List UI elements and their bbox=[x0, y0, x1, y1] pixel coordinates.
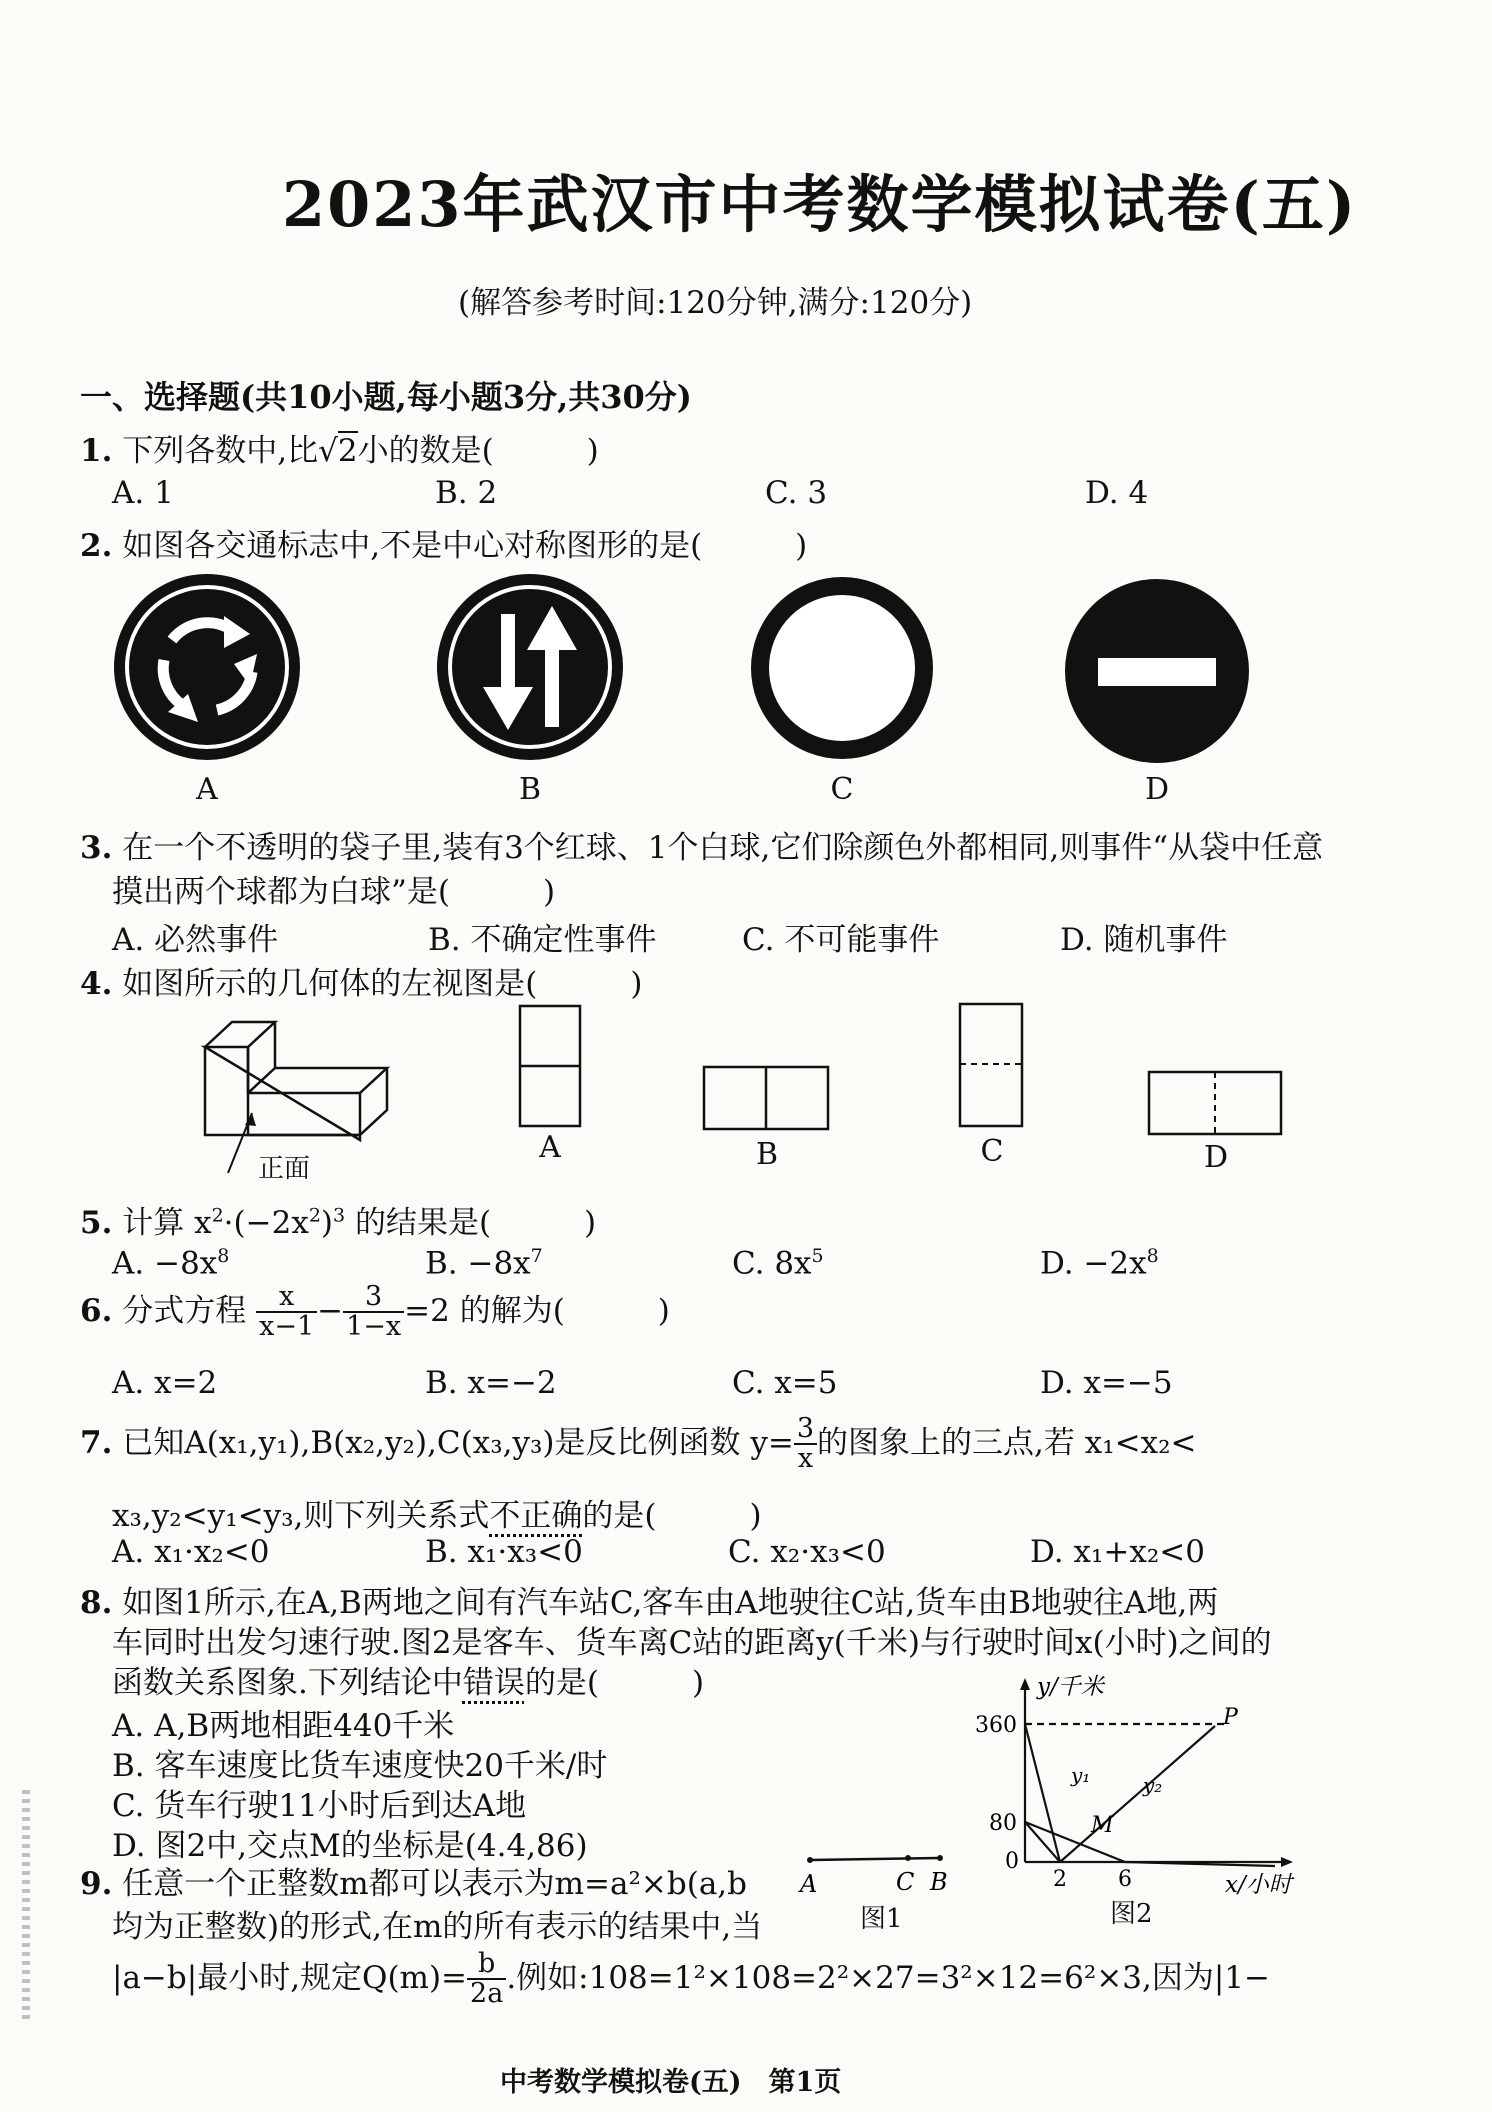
sign-label-a: A bbox=[196, 772, 218, 807]
option-d[interactable] bbox=[1040, 1245, 1159, 1281]
fraction bbox=[343, 1283, 404, 1342]
view-label-a: A bbox=[539, 1130, 561, 1165]
question-number: 1. bbox=[80, 433, 113, 469]
exponent: 8 bbox=[1146, 1245, 1159, 1267]
option-a[interactable]: A. 1 bbox=[112, 475, 174, 511]
option-c[interactable]: C. 不可能事件 bbox=[742, 922, 940, 958]
point-b-label: B bbox=[930, 1868, 948, 1896]
exponent: 7 bbox=[530, 1245, 543, 1267]
question-text: 分式方程 bbox=[122, 1292, 247, 1329]
question-number: 2. bbox=[80, 528, 113, 564]
scan-edge-mark bbox=[22, 1790, 30, 2020]
option-text: A. −8x bbox=[112, 1245, 218, 1282]
question-text: =2 的解为( ) bbox=[404, 1292, 670, 1329]
question-number: 6. bbox=[80, 1292, 113, 1329]
question-text: 小的数是( ) bbox=[357, 433, 599, 469]
option-a[interactable]: A. A,B两地相距440千米 bbox=[112, 1708, 455, 1744]
question-4 bbox=[80, 958, 642, 1003]
option-a[interactable] bbox=[112, 1245, 229, 1281]
line-y2-label: y₂ bbox=[1143, 1773, 1163, 1797]
exponent: 5 bbox=[811, 1245, 824, 1267]
question-text: 的是( ) bbox=[524, 1665, 705, 1701]
two-way-traffic-sign-icon[interactable] bbox=[435, 572, 625, 762]
exponent: 2 bbox=[308, 1204, 321, 1227]
page-footer: 中考数学模拟卷(五) 第1页 bbox=[500, 2067, 842, 2098]
question-number: 3. bbox=[80, 830, 113, 866]
option-d[interactable]: D. 随机事件 bbox=[1060, 922, 1228, 958]
option-a[interactable]: A. x=2 bbox=[112, 1365, 218, 1401]
view-option-c[interactable] bbox=[958, 1002, 1026, 1130]
exponent: 8 bbox=[217, 1245, 230, 1267]
question-text: 如图1所示,在A,B两地之间有汽车站C,客车由A地驶往C站,货车由B地驶往A地,两 bbox=[122, 1585, 1219, 1621]
question-text: 已知A(x₁,y₁),B(x₂,y₂),C(x₃,y₃)是反比例函数 y= bbox=[122, 1424, 794, 1461]
option-c[interactable]: C. x₂·x₃<0 bbox=[728, 1534, 886, 1570]
question-5 bbox=[80, 1197, 596, 1242]
numerator: 3 bbox=[343, 1283, 404, 1313]
denominator: 2a bbox=[470, 1978, 504, 2010]
option-c[interactable]: C. x=5 bbox=[732, 1365, 838, 1401]
question-number: 7. bbox=[80, 1424, 113, 1461]
x-tick-2: 2 bbox=[1053, 1867, 1067, 1892]
point-a-label: A bbox=[800, 1870, 818, 1898]
numerator: b bbox=[467, 1950, 506, 1980]
view-option-a[interactable] bbox=[518, 1004, 584, 1130]
figure-2-caption: 图2 bbox=[1110, 1899, 1153, 1929]
x-axis-label: x/小时 bbox=[1225, 1872, 1292, 1898]
denominator: x bbox=[797, 1443, 814, 1475]
question-text: .例如:108=1²×108=2²×27=3²×12=6²×3,因为|1− bbox=[506, 1959, 1270, 1996]
y-axis-label: y/千米 bbox=[1037, 1674, 1104, 1700]
option-b[interactable]: B. x=−2 bbox=[425, 1365, 557, 1401]
fraction bbox=[256, 1283, 317, 1342]
question-text: 如图各交通标志中,不是中心对称图形的是( ) bbox=[122, 528, 808, 564]
point-p-label: P bbox=[1223, 1705, 1238, 1730]
question-2 bbox=[80, 520, 807, 565]
question-text: x₃,y₂<y₁<y₃,则下列关系式 bbox=[112, 1498, 490, 1534]
option-text: B. −8x bbox=[425, 1245, 531, 1282]
view-label-b: B bbox=[755, 1137, 779, 1172]
emphasis-text: 错误 bbox=[462, 1665, 525, 1701]
sign-label-c: C bbox=[830, 772, 854, 807]
question-9 bbox=[80, 1858, 747, 1903]
question-text: 在一个不透明的袋子里,装有3个红球、1个白球,它们除颜色外都相同,则事件“从袋中任意 bbox=[122, 830, 1324, 866]
option-d[interactable]: D. 图2中,交点M的坐标是(4.4,86) bbox=[112, 1828, 588, 1864]
question-8-line3 bbox=[112, 1657, 704, 1702]
emphasis-text: 不正确 bbox=[489, 1498, 583, 1534]
view-option-b[interactable] bbox=[702, 1065, 832, 1133]
question-text: ·(−2x bbox=[223, 1205, 309, 1241]
option-text: C. 8x bbox=[732, 1245, 812, 1282]
view-label-c: C bbox=[980, 1134, 1004, 1169]
question-number: 5. bbox=[80, 1205, 113, 1241]
option-c[interactable]: C. 货车行驶11小时后到达A地 bbox=[112, 1788, 527, 1824]
question-3 bbox=[80, 822, 1323, 867]
figure-2-distance-time-graph bbox=[975, 1672, 1305, 1902]
question-text: 的是( ) bbox=[582, 1498, 762, 1534]
numerator: 3 bbox=[794, 1415, 817, 1445]
figure-1-caption: 图1 bbox=[860, 1904, 903, 1934]
point-c-label: C bbox=[896, 1868, 915, 1896]
question-3-line2: 摸出两个球都为白球”是( ) bbox=[112, 874, 556, 910]
option-text: D. −2x bbox=[1040, 1245, 1147, 1282]
question-text: 下列各数中,比 bbox=[122, 433, 319, 469]
question-text: 函数关系图象.下列结论中 bbox=[112, 1665, 463, 1701]
option-b[interactable]: B. 不确定性事件 bbox=[428, 922, 657, 958]
y-tick-360: 360 bbox=[975, 1713, 1017, 1738]
sqrt-sign: √ bbox=[318, 433, 338, 469]
option-a[interactable]: A. x₁·x₂<0 bbox=[112, 1534, 270, 1570]
numerator: x bbox=[256, 1283, 317, 1313]
line-y1-label: y₁ bbox=[1071, 1763, 1091, 1787]
question-text: 的图象上的三点,若 x₁<x₂< bbox=[817, 1424, 1197, 1461]
roundabout-sign-icon[interactable] bbox=[112, 572, 302, 762]
question-number: 9. bbox=[80, 1866, 113, 1902]
exponent: 3 bbox=[333, 1204, 346, 1227]
section-heading-choice: 一、选择题(共10小题,每小题3分,共30分) bbox=[80, 378, 692, 416]
option-d[interactable]: D. x₁+x₂<0 bbox=[1030, 1534, 1205, 1570]
sign-label-d: D bbox=[1144, 772, 1170, 807]
fraction bbox=[794, 1415, 817, 1474]
no-vehicles-sign-icon[interactable] bbox=[750, 576, 934, 760]
question-number: 8. bbox=[80, 1585, 113, 1621]
view-option-d[interactable] bbox=[1147, 1070, 1285, 1138]
option-d[interactable]: D. 4 bbox=[1085, 475, 1149, 511]
question-9-line3 bbox=[112, 1950, 1270, 2009]
option-c[interactable] bbox=[732, 1245, 824, 1281]
question-1 bbox=[80, 425, 599, 470]
page-title: 2023年武汉市中考数学模拟试卷(五) bbox=[282, 168, 1358, 241]
question-text: 计算 x bbox=[122, 1205, 212, 1241]
question-number: 4. bbox=[80, 966, 113, 1002]
y-tick-80: 80 bbox=[989, 1811, 1017, 1836]
exponent: 2 bbox=[211, 1204, 224, 1227]
question-text: 任意一个正整数m都可以表示为m=a²×b(a,b bbox=[122, 1866, 748, 1902]
question-9-line2: 均为正整数)的形式,在m的所有表示的结果中,当 bbox=[112, 1909, 763, 1945]
fraction bbox=[467, 1950, 506, 2009]
question-8 bbox=[80, 1577, 1218, 1622]
question-text: 的结果是( ) bbox=[345, 1205, 597, 1241]
x-tick-6: 6 bbox=[1118, 1867, 1132, 1892]
question-text: |a−b|最小时,规定Q(m)= bbox=[112, 1959, 468, 1996]
question-7 bbox=[80, 1415, 1197, 1474]
radicand: 2 bbox=[337, 433, 358, 469]
option-b[interactable] bbox=[425, 1245, 543, 1281]
question-7-line2 bbox=[112, 1490, 762, 1535]
denominator: x−1 bbox=[259, 1311, 315, 1343]
minus-sign: − bbox=[317, 1292, 344, 1329]
option-b[interactable]: B. x₁·x₃<0 bbox=[425, 1534, 583, 1570]
option-d[interactable]: D. x=−5 bbox=[1040, 1365, 1173, 1401]
question-6 bbox=[80, 1283, 670, 1342]
question-text: ) bbox=[320, 1205, 334, 1241]
question-8-line2: 车同时出发匀速行驶.图2是客车、货车离C站的距离y(千米)与行驶时间x(小时)之间的 bbox=[112, 1625, 1272, 1661]
sign-label-b: B bbox=[518, 772, 542, 807]
front-label: 正面 bbox=[258, 1154, 311, 1184]
option-b[interactable]: B. 客车速度比货车速度快20千米/时 bbox=[112, 1748, 608, 1784]
option-c[interactable]: C. 3 bbox=[765, 475, 828, 511]
exam-info: (解答参考时间:120分钟,满分:120分) bbox=[458, 285, 973, 321]
point-m-label: M bbox=[1091, 1813, 1114, 1838]
denominator: 1−x bbox=[346, 1311, 402, 1343]
no-entry-sign-icon[interactable] bbox=[1062, 576, 1252, 766]
option-b[interactable]: B. 2 bbox=[435, 475, 498, 511]
y-tick-0: 0 bbox=[1005, 1849, 1019, 1874]
question-text: 如图所示的几何体的左视图是( ) bbox=[122, 966, 643, 1002]
figure-1-line-diagram bbox=[790, 1840, 970, 1900]
view-label-d: D bbox=[1203, 1140, 1229, 1175]
option-a[interactable]: A. 必然事件 bbox=[112, 922, 279, 958]
